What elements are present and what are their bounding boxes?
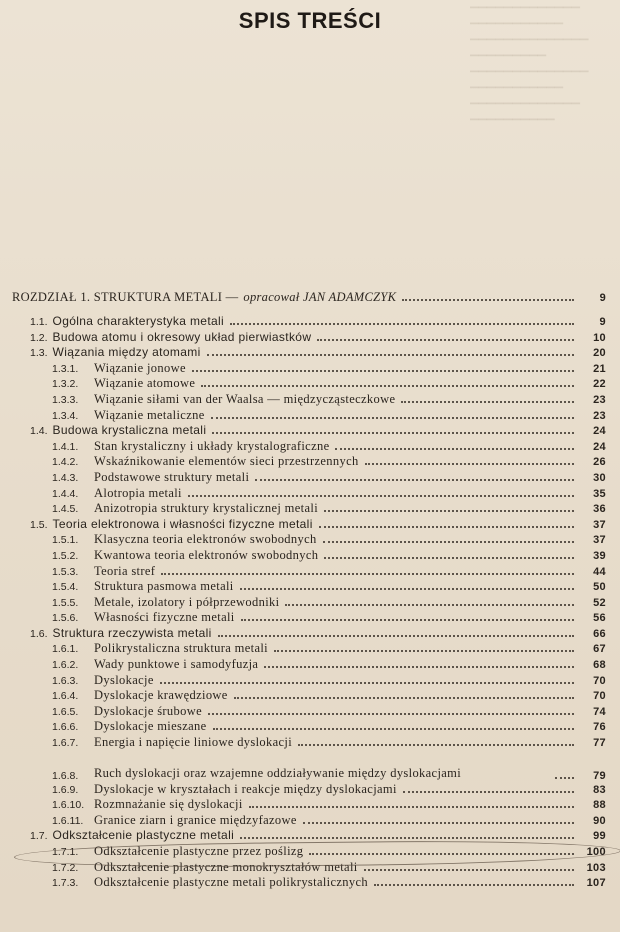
toc-entry-number: 1.6.6. <box>52 721 79 734</box>
toc-entry-page-number: 88 <box>593 799 606 812</box>
toc-entry <box>0 501 620 517</box>
toc-entry-number: 1.6. <box>30 627 48 640</box>
toc-entry-number: 1.5.5. <box>52 596 79 609</box>
toc-entry-page-number: 70 <box>593 690 606 703</box>
toc-entry-number: 1.6.11. <box>52 814 84 827</box>
toc-entry-title: Odkształcenie plastyczne monokryształów metali <box>94 859 358 874</box>
toc-entry-page-number: 39 <box>593 549 606 562</box>
reverse-side-bleed: ▔▔▔▔▔▔▔▔▔▔▔▔▔ ▔▔▔▔▔▔▔▔▔▔▔ ▔▔▔▔▔▔▔▔▔▔▔▔▔▔ ▔▔▔▔▔▔▔▔▔ ▔▔▔▔▔▔▔▔▔▔▔▔▔▔ ▔▔▔▔▔▔▔▔▔▔▔ ▔▔▔▔▔▔▔▔▔▔▔▔▔ ▔▔▔▔▔▔▔▔▔▔ <box>470 8 589 132</box>
toc-entry-number: 1.7.3. <box>52 877 79 890</box>
toc-entry-page-number: 50 <box>593 581 606 594</box>
dot-leader <box>192 370 574 372</box>
toc-entry-number: 1.3.4. <box>52 409 79 422</box>
toc-entry-number: 1.4.2. <box>52 456 79 469</box>
toc-entry-page-number: 100 <box>586 846 606 858</box>
toc-entry-title: Odkształcenie plastyczne przez poślizg <box>94 844 304 858</box>
toc-entry-page-number: 23 <box>593 409 606 422</box>
toc-entry-number: 1.7.1. <box>52 846 79 858</box>
toc-entry-title: Energia i napięcie liniowe dyslokacji <box>94 735 293 750</box>
toc-entry-number: 1.5.6. <box>52 612 79 625</box>
dot-leader <box>230 323 574 325</box>
toc-entry-title: Kwantowa teoria elektronów swobodnych <box>94 547 319 562</box>
toc-entry-page-number: 37 <box>593 534 606 547</box>
toc-entry-number: 1.6.4. <box>52 690 79 703</box>
toc-entry-title: Odkształcenie plastyczne metali polikrystalicznych <box>94 875 368 890</box>
toc-entry <box>0 517 620 533</box>
toc-entry-number: 1.6.2. <box>52 659 79 672</box>
toc-entry <box>0 579 620 595</box>
toc-entry <box>0 408 620 424</box>
toc-entry <box>0 751 620 782</box>
toc-entry-page-number: 52 <box>593 596 606 609</box>
toc-entry <box>0 564 620 580</box>
toc-entry-number: 1.4.3. <box>52 471 79 484</box>
toc-entry <box>0 688 620 704</box>
toc-entry <box>0 673 620 689</box>
toc-entry-number: 1.5.3. <box>52 565 79 578</box>
toc-entry-page-number: 67 <box>593 643 606 656</box>
toc-entry-number: 1.6.8. <box>52 769 79 782</box>
dot-leader <box>211 417 574 419</box>
dot-leader <box>402 299 574 301</box>
toc-entry-number: 1.5.1. <box>52 534 79 547</box>
dot-leader <box>403 791 574 793</box>
toc-entry-page-number: 24 <box>593 440 606 453</box>
chapter-page-number: 9 <box>599 292 606 304</box>
dot-leader <box>213 728 574 730</box>
toc-entry <box>0 719 620 735</box>
toc-entry-number: 1.3.2. <box>52 378 79 391</box>
chapter-heading <box>12 290 606 305</box>
toc-entry-number: 1.4. <box>30 425 48 438</box>
toc-entry <box>0 595 620 611</box>
toc-entry-page-number: 37 <box>593 518 606 531</box>
toc-entry-page-number: 70 <box>593 674 606 687</box>
toc-entry-page-number: 83 <box>593 783 606 796</box>
toc-entry-page-number: 99 <box>593 830 606 843</box>
toc-entry-title: Klasyczna teoria elektronów swobodnych <box>94 532 317 547</box>
dot-leader <box>298 744 574 746</box>
toc-entry-title: Ogólna charakterystyka metali <box>52 314 225 328</box>
toc-entry-page-number: 26 <box>593 456 606 469</box>
toc-entry-page-number: 68 <box>593 659 606 672</box>
toc-entry-page-number: 10 <box>593 331 606 344</box>
dot-leader <box>555 777 574 779</box>
toc-entry-title: Ruch dyslokacji oraz wzajemne oddziaływanie między dyslokacjami <box>94 766 462 781</box>
toc-entry-number: 1.3.3. <box>52 393 79 406</box>
toc-entry <box>0 532 620 548</box>
toc-entry-title: Struktura pasmowa metali <box>94 579 234 594</box>
toc-entry-title: Granice ziarn i granice międzyfazowe <box>94 812 297 827</box>
dot-leader <box>249 806 574 808</box>
toc-entry-number: 1.5.2. <box>52 549 79 562</box>
dot-leader <box>364 869 574 871</box>
toc-entry <box>0 704 620 720</box>
toc-entry <box>0 470 620 486</box>
toc-entry <box>0 657 620 673</box>
toc-entry-page-number: 9 <box>599 316 606 328</box>
dot-leader <box>324 510 574 512</box>
toc-entry <box>0 782 620 798</box>
toc-entry-number: 1.4.1. <box>52 440 79 453</box>
toc-entry-title: Wiązanie metaliczne <box>94 407 205 422</box>
dot-leader <box>401 401 574 403</box>
toc-entry-page-number: 35 <box>593 487 606 500</box>
toc-entry <box>0 486 620 502</box>
dot-leader <box>274 650 574 652</box>
toc-entry-number: 1.6.7. <box>52 737 79 750</box>
dot-leader <box>241 619 574 621</box>
toc-entry <box>0 376 620 392</box>
dot-leader <box>234 697 574 699</box>
chapter-author: opracował JAN ADAMCZYK <box>243 290 397 304</box>
toc-entry-title: Wskaźnikowanie elementów sieci przestrzennych <box>94 454 359 469</box>
dot-leader <box>319 526 574 528</box>
toc-entry-number: 1.3.1. <box>52 362 79 375</box>
toc-entry <box>0 314 620 330</box>
dot-leader <box>374 884 574 886</box>
toc-entry-number: 1.4.4. <box>52 487 79 500</box>
dot-leader <box>188 495 574 497</box>
toc-entry-number: 1.4.5. <box>52 503 79 516</box>
toc-entry-page-number: 30 <box>593 471 606 484</box>
dot-leader <box>208 713 574 715</box>
toc-entry <box>0 641 620 657</box>
toc-entry-title: Teoria elektronowa i własności fizyczne metali <box>52 516 313 531</box>
dot-leader <box>365 463 574 465</box>
toc-entry-page-number: 24 <box>593 425 606 438</box>
toc-entry-page-number: 103 <box>586 861 606 874</box>
dot-leader <box>285 604 574 606</box>
dot-leader <box>218 635 574 637</box>
toc-entry-number: 1.7.2. <box>52 861 79 874</box>
toc-entry-title: Wady punktowe i samodyfuzja <box>94 657 259 672</box>
toc-entry-number: 1.5. <box>30 518 48 531</box>
toc-entry <box>0 361 620 377</box>
toc-entry-number: 1.6.1. <box>52 643 79 656</box>
toc-entry-title: Wiązanie siłami van der Waalsa — międzycząsteczkowe <box>94 391 396 406</box>
toc-entry-title: Alotropia metali <box>94 485 182 500</box>
toc-entry-page-number: 56 <box>593 612 606 625</box>
toc-entry-page-number: 44 <box>593 565 606 578</box>
toc-entry-page-number: 79 <box>593 769 606 782</box>
toc-entry-number: 1.5.4. <box>52 581 79 594</box>
toc-entry-number: 1.6.5. <box>52 705 79 718</box>
toc-entry-page-number: 21 <box>593 362 606 375</box>
toc-entry-number: 1.6.3. <box>52 674 79 687</box>
toc-entry <box>0 330 620 346</box>
toc-entry <box>0 345 620 361</box>
dot-leader <box>317 339 574 341</box>
dot-leader <box>201 385 574 387</box>
dot-leader <box>303 822 574 824</box>
toc-entry-title: Dyslokacje mieszane <box>94 719 207 734</box>
toc-entry <box>0 797 620 813</box>
toc-entry-title: Dyslokacje krawędziowe <box>94 688 228 703</box>
toc-entry <box>0 548 620 564</box>
toc-entry-title: Metale, izolatory i półprzewodniki <box>94 594 280 609</box>
toc-entry-title: Rozmnażanie się dyslokacji <box>94 797 243 812</box>
table-of-contents <box>0 314 620 891</box>
toc-entry-title: Podstawowe struktury metali <box>94 469 250 484</box>
toc-entry-title: Dyslokacje <box>94 672 154 687</box>
toc-entry-page-number: 76 <box>593 721 606 734</box>
dot-leader <box>212 432 574 434</box>
toc-entry-title: Własności fizyczne metali <box>94 610 235 625</box>
toc-entry <box>0 813 620 829</box>
dot-leader <box>335 448 574 450</box>
toc-entry-page-number: 77 <box>593 737 606 750</box>
toc-entry-title: Odkształcenie plastyczne metali <box>52 828 235 843</box>
dot-leader <box>255 479 574 481</box>
dot-leader <box>240 588 574 590</box>
toc-entry <box>0 610 620 626</box>
toc-entry <box>0 626 620 642</box>
toc-entry <box>0 423 620 439</box>
toc-entry-title: Budowa atomu i okresowy układ pierwiastków <box>52 329 312 344</box>
toc-entry-title: Wiązanie jonowe <box>94 360 186 375</box>
toc-entry-number: 1.1. <box>30 316 48 328</box>
toc-entry-page-number: 22 <box>593 378 606 391</box>
toc-entry <box>0 875 620 891</box>
toc-entry-number: 1.3. <box>30 347 48 360</box>
dot-leader <box>323 541 574 543</box>
toc-entry <box>0 439 620 455</box>
toc-entry-page-number: 90 <box>593 814 606 827</box>
toc-entry-title: Dyslokacje śrubowe <box>94 703 203 718</box>
toc-entry <box>0 454 620 470</box>
toc-entry-title: Dyslokacje w kryształach i reakcje między dyslokacjami <box>94 781 397 796</box>
toc-entry-title: Anizotropia struktury krystalicznej metali <box>94 501 319 516</box>
toc-entry-page-number: 107 <box>586 877 606 890</box>
toc-entry-page-number: 66 <box>593 627 606 640</box>
toc-entry-title: Polikrystaliczna struktura metali <box>94 641 269 656</box>
toc-entry-number: 1.2. <box>30 331 48 344</box>
toc-entry-number: 1.6.10. <box>52 799 85 812</box>
toc-entry-number: 1.6.9. <box>52 783 79 796</box>
toc-entry <box>0 392 620 408</box>
toc-entry-page-number: 23 <box>593 393 606 406</box>
dot-leader <box>160 682 574 684</box>
toc-entry-page-number: 74 <box>593 705 606 718</box>
dot-leader <box>207 354 574 356</box>
toc-entry-page-number: 36 <box>593 503 606 516</box>
toc-entry-page-number: 20 <box>593 347 606 360</box>
dot-leader <box>161 573 574 575</box>
toc-entry-title: Struktura rzeczywista metali <box>52 625 212 640</box>
dot-leader <box>264 666 574 668</box>
toc-entry-number: 1.7. <box>30 830 48 843</box>
dot-leader <box>240 837 574 839</box>
toc-entry-title: Teoria stref <box>94 563 156 578</box>
toc-entry-title: Wiązania między atomami <box>52 345 201 360</box>
page-title: SPIS TREŚCI <box>238 8 382 33</box>
chapter-label: ROZDZIAŁ 1. STRUKTURA METALI — <box>12 290 239 304</box>
dot-leader <box>324 557 574 559</box>
toc-entry-title: Budowa krystaliczna metali <box>52 423 207 438</box>
toc-entry <box>0 735 620 751</box>
toc-entry-title: Stan krystaliczny i układy krystalograficzne <box>94 438 330 453</box>
toc-entry-title: Wiązanie atomowe <box>94 376 196 391</box>
